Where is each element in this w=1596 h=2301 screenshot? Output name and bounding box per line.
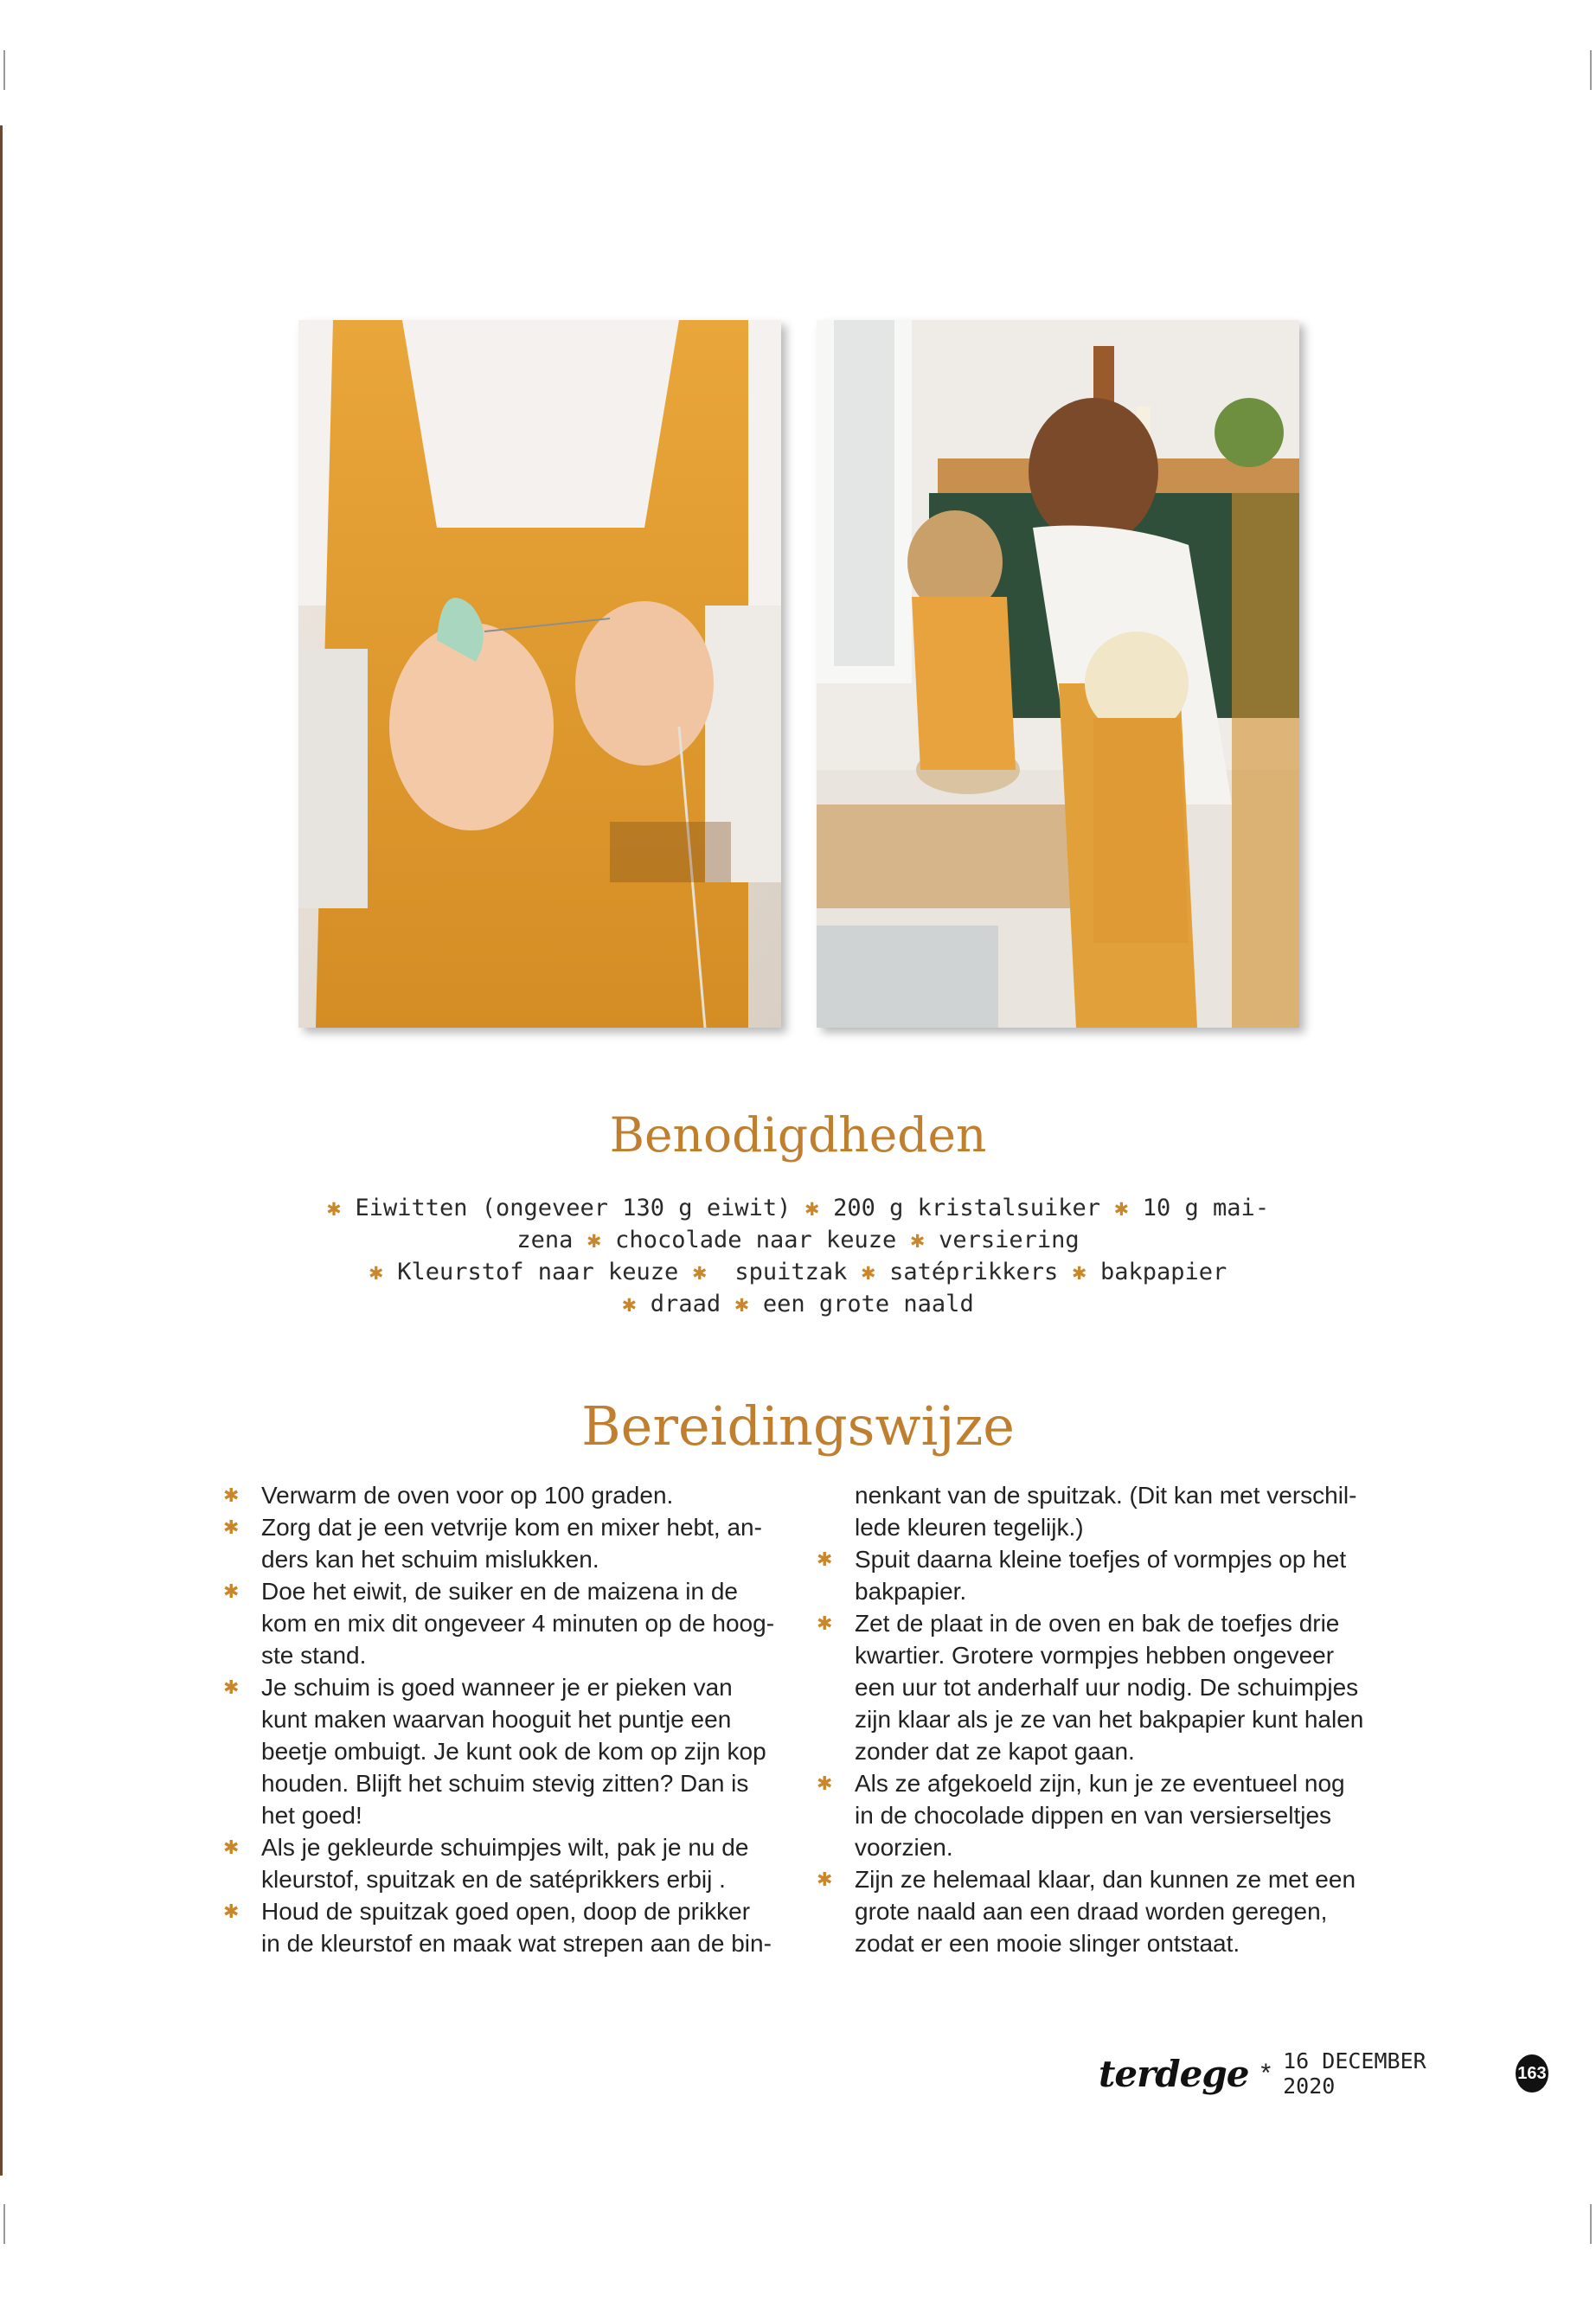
method-step [223, 1511, 777, 1575]
step-line: ste stand. [261, 1642, 367, 1669]
step-line: zijn klaar als je ze van het bakpapier kunt halen [855, 1706, 1364, 1733]
ingredients-line [260, 1192, 1336, 1224]
footer-separator: * [1260, 2059, 1272, 2087]
step-line: in de chocolade dippen en van versierseltjes [855, 1802, 1332, 1829]
ingredients-text: Eiwitten (ongeveer 130 g eiwit) ✱ 200 g kristalsuiker ✱ 10 g mai- [355, 1195, 1270, 1221]
method-step [817, 1863, 1370, 1959]
step-line: ✱ Als je gekleurde schuimpjes wilt, pak je nu de [261, 1834, 749, 1861]
page-number: 163 [1516, 2054, 1548, 2093]
method-step [817, 1607, 1370, 1767]
method-column-left [223, 1479, 777, 1959]
asterisk-icon: ✱ [1114, 1195, 1129, 1221]
step-line: bakpapier. [855, 1578, 967, 1605]
asterisk-icon: ✱ [622, 1291, 637, 1317]
step-line: grote naald aan een draad worden geregen, [855, 1898, 1328, 1925]
step-line: nenkant van de spuitzak. (Dit kan met verschil- [855, 1482, 1357, 1509]
asterisk-icon: ✱ [586, 1227, 601, 1253]
method-heading: Bereidingswijze [581, 1394, 1015, 1458]
ingredients-line: ✱ draad ✱ een grote naald [622, 1291, 974, 1317]
step-line: ✱ Zorg dat je een vetvrije kom en mixer hebt, an- [261, 1514, 762, 1541]
step-line: in de kleurstof en maak wat strepen aan de bin- [261, 1930, 772, 1957]
step-line: ders kan het schuim mislukken. [261, 1546, 599, 1573]
asterisk-icon: ✱ [369, 1259, 383, 1285]
step-line: ✱ Verwarm de oven voor op 100 graden. [261, 1482, 674, 1509]
asterisk-icon: ✱ [1072, 1259, 1086, 1285]
step-line: ✱ Je schuim is goed wanneer je er pieken van [261, 1674, 733, 1701]
step-line: ✱ Zet de plaat in de oven en bak de toefjes drie [855, 1610, 1340, 1637]
step-line: kwartier. Grotere vormpjes hebben ongeveer [855, 1642, 1335, 1669]
step-line: voorzien. [855, 1834, 953, 1861]
issue-date: 16 DECEMBER 2020 [1283, 2048, 1426, 2099]
step-line: ✱ Houd de spuitzak goed open, doop de prikker [261, 1898, 751, 1925]
step-line: ✱ Spuit daarna kleine toefjes of vormpjes op het [855, 1546, 1347, 1573]
asterisk-icon: ✱ [734, 1291, 749, 1317]
photo-1-illustration [298, 320, 781, 1028]
step-line: kom en mix dit ongeveer 4 minuten op de hoog- [261, 1610, 775, 1637]
step-line: kleurstof, spuitzak en de satéprikkers erbij . [261, 1866, 726, 1893]
ingredients-line: zena ✱ chocolade naar keuze ✱ versiering [516, 1227, 1080, 1253]
step-line: zodat er een mooie slinger ontstaat. [855, 1930, 1240, 1957]
method-step [223, 1671, 777, 1831]
step-line: lede kleuren tegelijk.) [855, 1514, 1084, 1541]
method-step [817, 1767, 1370, 1863]
step-line: beetje ombuigt. Je kunt ook de kom op zijn kop [261, 1738, 766, 1765]
step-line: ✱ Zijn ze helemaal klaar, dan kunnen ze met een [855, 1866, 1356, 1893]
step-line: kunt maken waarvan hooguit het puntje een [261, 1706, 732, 1733]
method-step [223, 1479, 777, 1511]
method-column-right [817, 1479, 1370, 1959]
photo-child-threading-meringue [298, 320, 781, 1028]
ingredients-list [260, 1192, 1336, 1320]
step-line: houden. Blijft het schuim stevig zitten? Dan is [261, 1770, 749, 1797]
step-line: een uur tot anderhalf uur nodig. De schuimpjes [855, 1674, 1359, 1701]
photo-family-baking [817, 320, 1299, 1028]
step-line: ✱ Als ze afgekoeld zijn, kun je ze eventueel nog [855, 1770, 1345, 1797]
method-step [223, 1575, 777, 1671]
asterisk-icon: ✱ [861, 1259, 875, 1285]
asterisk-icon: ✱ [326, 1195, 356, 1221]
step-line: ✱ Doe het eiwit, de suiker en de maizena in de [261, 1578, 738, 1605]
ingredients-line: ✱ Kleurstof naar keuze ✱ spuitzak ✱ satéprikkers ✱ bakpapier [369, 1259, 1227, 1285]
crop-mark [1590, 50, 1592, 90]
crop-mark [3, 50, 5, 90]
method-step-continuation [817, 1479, 1370, 1543]
asterisk-icon: ✱ [910, 1227, 925, 1253]
crop-mark [1590, 2204, 1592, 2244]
page-footer [1099, 2046, 1548, 2101]
asterisk-icon: ✱ [692, 1259, 707, 1285]
method-step [817, 1543, 1370, 1607]
asterisk-icon: ✱ [804, 1195, 819, 1221]
method-step [223, 1831, 777, 1895]
step-line: het goed! [261, 1802, 362, 1829]
photo-2-illustration [817, 320, 1299, 1028]
method-step [223, 1895, 777, 1959]
crop-mark [3, 2204, 5, 2244]
step-line: zonder dat ze kapot gaan. [855, 1738, 1135, 1765]
magazine-logo: terdege [1099, 2052, 1249, 2095]
ingredients-heading: Benodigdheden [609, 1107, 987, 1163]
